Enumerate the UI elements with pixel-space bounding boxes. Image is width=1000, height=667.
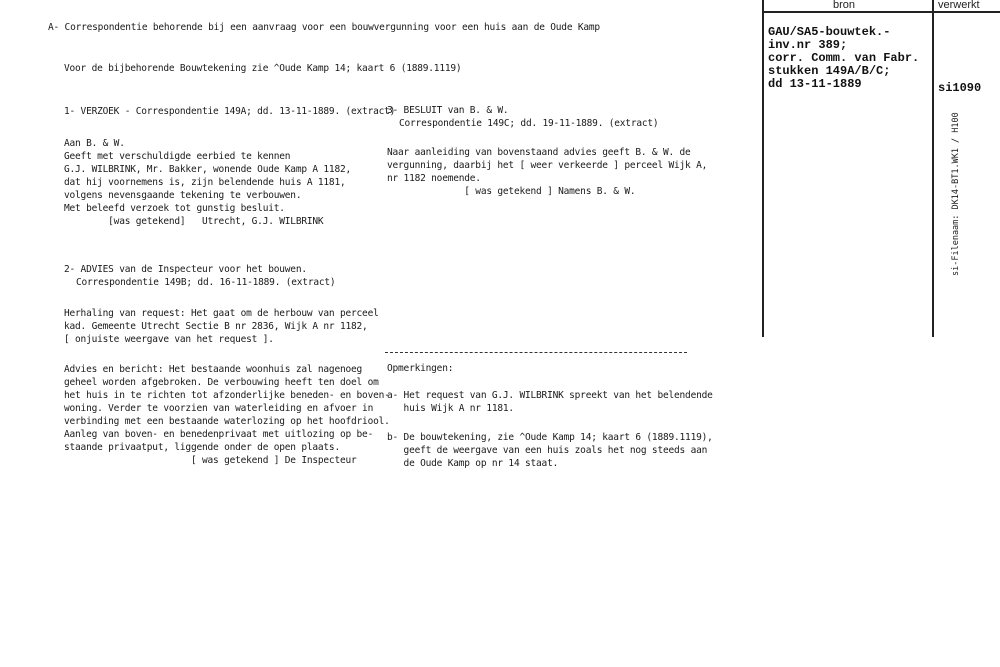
opmerking-line: a- Het request van G.J. WILBRINK spreekt van het belendende <box>387 390 713 401</box>
besluit-line: Naar aanleiding van bovenstaand advies geeft B. & W. de <box>387 147 691 158</box>
bron-line: inv.nr 389; <box>768 38 848 52</box>
advies-subtitle: Correspondentie 149B; dd. 16-11-1889. (extract) <box>76 277 336 288</box>
verzoek-line: Met beleefd verzoek tot gunstig besluit. <box>64 203 285 214</box>
bron-cell <box>768 25 919 90</box>
advies-line: kad. Gemeente Utrecht Sectie B nr 2836, Wijk A nr 1182, <box>64 321 368 332</box>
bron-line: corr. Comm. van Fabr. <box>768 51 920 65</box>
advies-line: woning. Verder te voorzien van waterleiding en afvoer in <box>64 403 374 414</box>
advies-bericht-paragraph <box>64 363 390 467</box>
advies-line: [ was getekend ] De Inspecteur <box>64 455 357 466</box>
bron-line: stukken 149A/B/C; <box>768 64 891 78</box>
bron-line: GAU/SA5-bouwtek.- <box>768 25 891 39</box>
advies-line: Herhaling van request: Het gaat om de herbouw van perceel <box>64 308 379 319</box>
advies-line: staande privaatput, liggende onder de open plaats. <box>64 442 340 453</box>
besluit-line: nr 1182 noemende. <box>387 173 481 184</box>
advies-request-paragraph <box>64 307 379 346</box>
bron-line: dd 13-11-1889 <box>768 77 862 91</box>
advies-line: geheel worden afgebroken. De verbouwing heeft ten doel om <box>64 377 379 388</box>
verzoek-line: G.J. WILBRINK, Mr. Bakker, wonende Oude Kamp A 1182, <box>64 164 352 175</box>
verzoek-body <box>64 137 351 228</box>
table-header-bottom-rule <box>762 11 1000 13</box>
column-header-bron: bron <box>833 0 856 11</box>
opmerking-line: b- De bouwtekening, zie ^Oude Kamp 14; kaart 6 (1889.1119), <box>387 432 713 443</box>
advies-line: [ onjuiste weergave van het request ]. <box>64 334 274 345</box>
column-header-verwerkt: verwerkt <box>938 0 980 11</box>
verzoek-line: Geeft met verschuldigde eerbied te kennen <box>64 151 291 162</box>
opmerking-line: de Oude Kamp op nr 14 staat. <box>387 458 559 469</box>
verzoek-title: 1- VERZOEK - Correspondentie 149A; dd. 13-11-1889. (extract) <box>64 106 396 117</box>
besluit-body <box>387 146 707 198</box>
opmerkingen-title: Opmerkingen: <box>387 363 454 374</box>
opmerking-line: huis Wijk A nr 1181. <box>387 403 514 414</box>
verzoek-line: dat hij voornemens is, zijn belendende huis A 1181, <box>64 177 346 188</box>
besluit-line: [ was getekend ] Namens B. & W. <box>387 186 636 197</box>
besluit-subtitle: Correspondentie 149C; dd. 19-11-1889. (extract) <box>399 118 659 129</box>
filename-vertical: si-Filenaam: DK14-BT1.WK1 / H100 <box>951 112 961 276</box>
advies-title: 2- ADVIES van de Inspecteur voor het bouwen. <box>64 264 307 275</box>
table-left-rule <box>762 0 764 337</box>
opmerking-a <box>387 389 713 415</box>
document-heading: A- Correspondentie behorende bij een aanvraag voor een bouwvergunning voor een huis aan de Oude Kamp <box>48 22 600 33</box>
besluit-line: vergunning, daarbij het [ weer verkeerde ] perceel Wijk A, <box>387 160 708 171</box>
verzoek-line: volgens nevensgaande tekening te verbouwen. <box>64 190 302 201</box>
verzoek-line: [was getekend] Utrecht, G.J. WILBRINK <box>64 216 324 227</box>
opmerking-b <box>387 431 713 470</box>
source-table <box>762 0 1000 337</box>
verwerkt-code: si1090 <box>938 81 982 95</box>
advies-line: het huis in te richten tot afzonderlijke beneden- en boven- <box>64 390 390 401</box>
drawing-reference: Voor de bijbehorende Bouwtekening zie ^Oude Kamp 14; kaart 6 (1889.1119) <box>64 63 462 74</box>
advies-line: verbinding met een bestaande waterlozing op het hoofdriool. <box>64 416 390 427</box>
opmerking-line: geeft de weergave van een huis zoals het nog steeds aan <box>387 445 708 456</box>
verzoek-line: Aan B. & W. <box>64 138 125 149</box>
table-column-divider <box>932 0 934 337</box>
besluit-title: 3- BESLUIT van B. & W. <box>387 105 509 116</box>
advies-line: Advies en bericht: Het bestaande woonhuis zal nagenoeg <box>64 364 363 375</box>
advies-line: Aanleg van boven- en benedenprivaat met uitlozing op be- <box>64 429 374 440</box>
dashed-separator <box>385 352 687 353</box>
